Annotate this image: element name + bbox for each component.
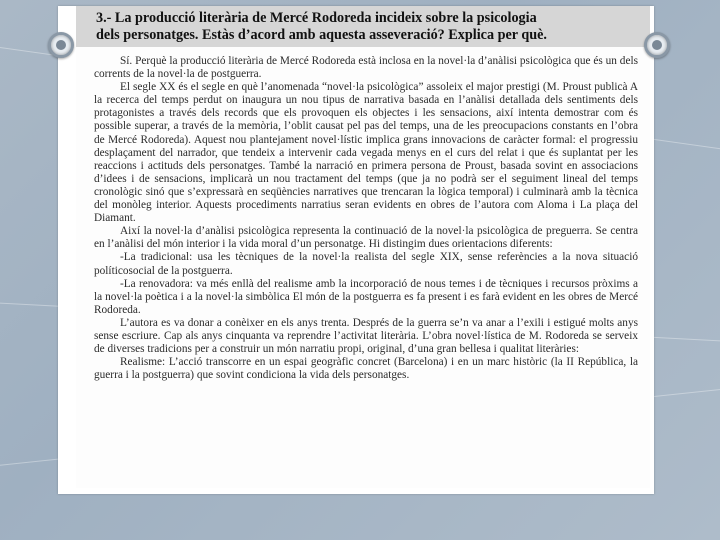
answer-paragraph: Sí. Perquè la producció literària de Mercé Rodoreda està inclosa en la novel·la d’anàlisi psicològica que és un dels corrents de la novel·la de postguerra.: [94, 55, 638, 81]
answer-body: [76, 47, 650, 382]
question-heading-line-1: 3.- La producció literària de Mercé Rodoreda incideix sobre la psicologia: [96, 10, 537, 26]
binder-ring-left-icon: [48, 32, 74, 58]
question-heading-line-2: dels personatges. Estàs d’acord amb aquesta asseveració? Explica per què.: [96, 27, 547, 43]
binder-ring-right-icon: [644, 32, 670, 58]
answer-paragraph: Així la novel·la d’anàlisi psicològica representa la continuació de la novel·la psicològica de preguerra. Se centra en l’anàlisi del món interior i la vida moral d’un personatge. Hi distingim dues orientacions diferents:: [94, 225, 638, 251]
answer-paragraph: L’autora es va donar a conèixer en els anys trenta. Després de la guerra se’n va anar a l’exili i estigué molts anys sense escriure. Cap als anys cinquanta va reprendre l’activitat literària. L’obra novel·lística de M. Rodoreda se serveix de diverses tradicions per a construir un món narratiu propi, original, d’una gran bellesa i qualitat literàries:: [94, 316, 638, 356]
answer-list-item: -La renovadora: va més enllà del realisme amb la incorporació de nous temes i de tècniques i recursos pròxims a la novel·la poètica i a la novel·la simbòlica El món de la postguerra es fa present i es farà evident en les obres de Mercé Rodoreda.: [94, 277, 638, 316]
scanned-document: [76, 6, 650, 488]
answer-list-item: Realisme: L’acció transcorre en un espai geogràfic concret (Barcelona) i en un marc històric (la II República, la guerra i la postguerra) que sovint condiciona la vida dels personatges.: [94, 356, 638, 382]
answer-paragraph: El segle XX és el segle en què l’anomenada “novel·la psicològica” assoleix el major prestigi (M. Proust publicà A la recerca del temps perdut on inaugura un nou tipus de narrativa basada en l’anàlisi detallada dels sentiments dels protagonistes a través dels records que els provoquen els objectes i les sensacions, així intenta demostrar com és possible superar, a través de la memòria, l’oblit causat pel pas del temps, una de les preocupacions constants en l’obra de Mercé Rodoreda). Aquest nou plantejament novel·lístic implica grans innovacions de caràcter formal: el progressiu desplaçament del narrador, que tendeix a intervenir cada vegada menys en el curs del relat i que és suplantat per les reaccions i actituds dels personatges. També la narració en primera persona de Proust, basada sovint en associacions d’idees i de sensacions, implicarà un nou tractament del temps (que ja no podrà ser el seguiment lineal del temps cronològic sinó que s’expressarà en seqüències narratives que trencaran la lògica temporal) i culminarà amb la tècnica del monòleg interior. Aquests procediments narratius seran evidents en obres de l’autora com Aloma i La plaça del Diamant.: [94, 81, 638, 225]
question-heading: [76, 6, 650, 47]
answer-list-item: -La tradicional: usa les tècniques de la novel·la realista del segle XIX, sense referències a la nova situació políticosocial de la postguerra.: [94, 251, 638, 277]
